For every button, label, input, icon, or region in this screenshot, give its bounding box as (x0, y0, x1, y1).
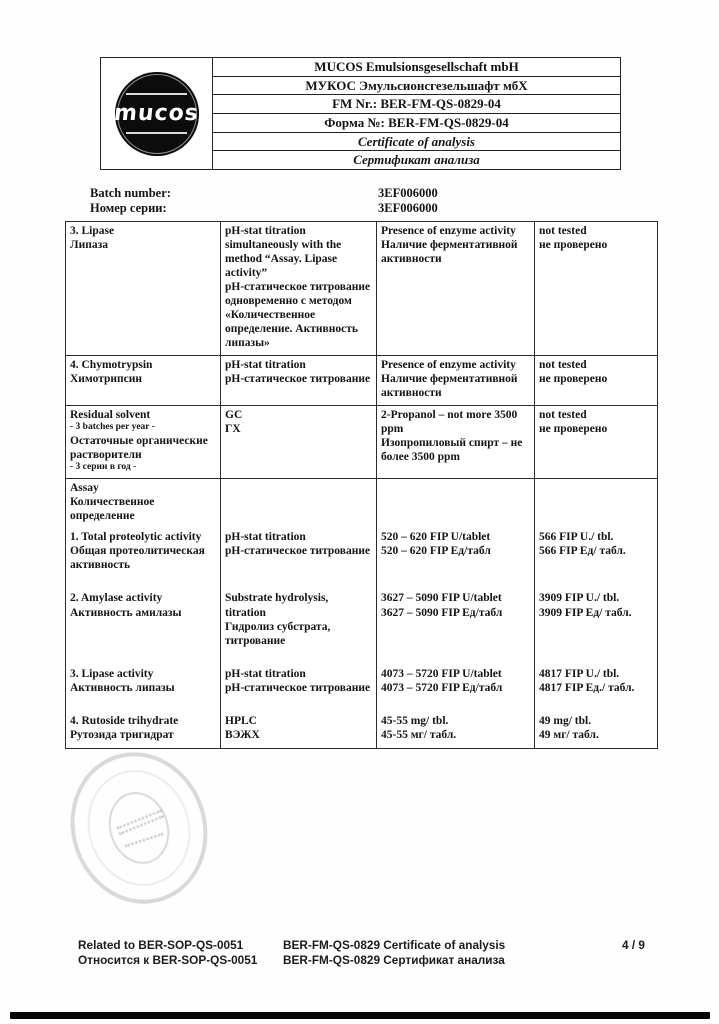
cell-method: Substrate hydrolysis, titration Гидролиз субстрата, титрование (221, 589, 377, 664)
table-row-residual-solvent (66, 406, 658, 479)
analysis-table (65, 221, 658, 749)
residual-title-en: Residual solvent (70, 409, 151, 422)
residual-title-ru: Остаточные органические растворители (70, 434, 208, 461)
batch-label-en: Batch number: (90, 186, 171, 200)
form-number-en: FM Nr.: BER-FM-QS-0829-04 (213, 95, 620, 114)
company-name-en: MUCOS Emulsionsgesellschaft mbH (213, 58, 620, 77)
stamp-outer-ring (52, 735, 226, 921)
cell-method: pH-stat titration pH-статическое титрование (221, 665, 377, 712)
cell-parameter: 4. Rutoside trihydrate Рутозида тригидрат (70, 714, 179, 741)
stamp-text-blur (125, 833, 164, 847)
residual-note-ru: - 3 серии в год - (70, 461, 137, 472)
company-name-ru: МУКОС Эмульсионсгезельшафт мбХ (213, 77, 620, 96)
cell-specification: 4073 – 5720 FIP U/tablet 4073 – 5720 FIP Ед/табл (377, 665, 535, 712)
cell-parameter: 3. Lipase activity Активность липазы (70, 667, 175, 694)
batch-row-ru (90, 201, 438, 216)
cell-section-title: Assay Количественное определение (66, 479, 221, 529)
cell-result: not tested не проверено (535, 222, 658, 356)
cell-specification: 45-55 mg/ tbl. 45-55 мг/ табл. (377, 712, 535, 749)
logo-cell (101, 58, 213, 169)
stamp-text-blur (116, 810, 164, 835)
cell-specification: 520 – 620 FIP U/tablet 520 – 620 FIP Ед/табл (377, 528, 535, 589)
cell-empty (221, 479, 377, 529)
cell-parameter: 4. Chymotrypsin Химотрипсин (66, 356, 221, 406)
footer-form-en: BER-FM-QS-0829 Certificate of analysis (283, 938, 506, 952)
footer-page-number: 4 / 9 (622, 938, 645, 952)
cell-result: 49 mg/ tbl. 49 мг/ табл. (535, 712, 658, 749)
cell-method: pH-stat titration simultaneously with the method “Assay. Lipase activity” pH-статическое титрование одновременно с методом «Количественное определение. Активность липазы» (221, 222, 377, 356)
table-row-rutoside (66, 712, 658, 749)
doc-title-en: Certificate of analysis (213, 133, 620, 152)
batch-row-en (90, 186, 438, 201)
table-row-lipase-activity (66, 665, 658, 712)
stamp-middle-ring (74, 758, 204, 899)
header-title-rows (213, 58, 620, 169)
scan-artifact-bar (10, 1012, 710, 1019)
batch-value-ru: 3EF006000 (378, 201, 438, 215)
doc-title-ru: Сертификат анализа (353, 152, 480, 168)
footer-related-en: Related to BER-SOP-QS-0051 (78, 938, 244, 952)
residual-note-en: - 3 batches per year - (70, 422, 155, 433)
form-number-ru: Форма №: BER-FM-QS-0829-04 (213, 114, 620, 133)
footer-related (78, 938, 257, 967)
cell-result: 4817 FIP U./ tbl. 4817 FIP Ед./ табл. (535, 665, 658, 712)
cell-result: not tested не проверено (535, 406, 658, 479)
cell-specification: 3627 – 5090 FIP U/tablet 3627 – 5090 FIP Ед/табл (377, 589, 535, 664)
cell-specification: Presence of enzyme activity Наличие ферментативной активности (377, 222, 535, 356)
cell-result: 3909 FIP U./ tbl. 3909 FIP Ед/ табл. (535, 589, 658, 664)
table-row-assay-header (66, 479, 658, 529)
cell-parameter: 2. Amylase activity Активность амилазы (70, 592, 182, 619)
cell-empty (535, 479, 658, 529)
cell-method: pH-stat titration pH-статическое титрование (221, 356, 377, 406)
batch-value-en: 3EF006000 (378, 186, 438, 200)
table-row-amylase (66, 589, 658, 664)
cell-method: GC ГХ (221, 406, 377, 479)
logo-text: mucos (112, 101, 201, 126)
table-row-proteolytic (66, 528, 658, 589)
batch-block (90, 186, 438, 216)
stamp-inner-ring (100, 784, 179, 872)
table-row-chymotrypsin (66, 356, 658, 406)
cell-method: pH-stat titration pH-статическое титрование (221, 528, 377, 589)
round-stamp-icon (52, 735, 226, 921)
cell-method: HPLC ВЭЖХ (221, 712, 377, 749)
cell-parameter: 3. Lipase Липаза (66, 222, 221, 356)
footer-form (283, 938, 505, 967)
mucos-logo-icon (112, 72, 201, 156)
footer-related-ru: Относится к BER-SOP-QS-0051 (78, 952, 258, 967)
cell-parameter: 1. Total proteolytic activity Общая протеолитическая активность (70, 531, 205, 572)
cell-specification: 2-Propanol – not more 3500 ppm Изопропиловый спирт – не более 3500 ppm (377, 406, 535, 479)
cell-empty (377, 479, 535, 529)
cell-result: not tested не проверено (535, 356, 658, 406)
footer-form-ru: BER-FM-QS-0829 Сертификат анализа (283, 952, 505, 967)
batch-label-ru: Номер серии: (90, 201, 167, 215)
header (100, 57, 621, 170)
cell-specification: Presence of enzyme activity Наличие ферментативной активности (377, 356, 535, 406)
cell-result: 566 FIP U./ tbl. 566 FIP Ед/ табл. (535, 528, 658, 589)
cell-parameter (66, 406, 221, 479)
table-row-lipase (66, 222, 658, 356)
